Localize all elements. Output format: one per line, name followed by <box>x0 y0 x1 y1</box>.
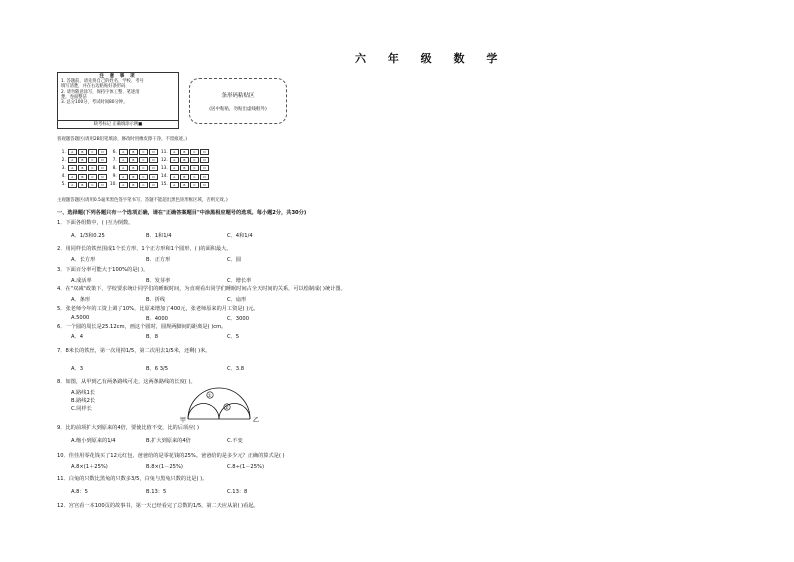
answer-cell <box>108 157 159 163</box>
notes-footer: 缺考标记 正确填涂示例■ <box>58 120 178 128</box>
answer-bubble[interactable]: C <box>139 174 148 180</box>
question-option: B.路线2长 <box>71 398 96 404</box>
answer-cell <box>57 165 108 171</box>
answer-bubble[interactable]: D <box>200 149 209 155</box>
question-stem: 9．比的前项扩大到原来的4倍，要使比值不变，比的后项应( ) <box>57 425 199 431</box>
section-title: 一、选择题(下列各题只有一个选项正确，请在"正确答案题目"中涂黑相应题号的选项。每小题2分，共30分) <box>57 210 307 216</box>
answer-bubble[interactable]: A <box>68 165 77 171</box>
question-stem: 2．用同样长的铁丝围成1个长方形、1个正方形和1个圆形，( )的面积最大。 <box>57 246 232 252</box>
route-2-label: ② <box>224 406 229 411</box>
answer-cell <box>159 174 210 180</box>
question-stem: 7．8米长的铁丝，第一次用掉1/5，第二次用去1/5米，还剩( )米。 <box>57 348 211 354</box>
answer-bubble[interactable]: D <box>200 182 209 188</box>
answer-bubble[interactable]: B <box>180 157 189 163</box>
answer-bubble[interactable]: B <box>78 174 87 180</box>
question-stem: 6．一个圆的周长是25.12cm，画这个圆时，圆规两脚间的距离是( )cm。 <box>57 324 227 330</box>
route-1-arc <box>188 388 250 419</box>
question-option: B.扩大到原来的4倍 <box>146 438 191 444</box>
question-option: B．6 3/5 <box>146 366 169 372</box>
answer-bubble[interactable]: B <box>129 182 138 188</box>
question-stem: 4．在"双减"政策下，学校要求统计同学们的睡眠时间，为直观看出同学们睡眠时间占全天时间的关系，可以绘制成( )统计图。 <box>57 286 346 292</box>
answer-bubble[interactable]: C <box>88 149 97 155</box>
answer-bubble[interactable]: A <box>68 157 77 163</box>
answer-bubble[interactable]: D <box>98 157 107 163</box>
barcode-hint: (居中粘贴，勿贴出虚线框外) <box>209 107 267 112</box>
answer-bubble[interactable]: B <box>180 174 189 180</box>
question-stem: 11．白兔的只数比黑兔的只数多3/5，白兔与黑兔只数的比是( )。 <box>57 476 208 482</box>
answer-bubble[interactable]: D <box>149 165 158 171</box>
answer-bubble[interactable]: B <box>78 157 87 163</box>
answer-number: 5. <box>61 182 66 188</box>
answer-bubble[interactable]: D <box>98 165 107 171</box>
answer-cell <box>159 165 210 171</box>
question-option: C．扇形 <box>227 297 247 303</box>
answer-cell <box>159 157 210 163</box>
answer-cell <box>108 149 159 155</box>
answer-bubble[interactable]: A <box>170 174 179 180</box>
question-option: A．条形 <box>71 297 91 303</box>
answer-cell <box>57 149 108 155</box>
question-option: A.成活率 <box>71 278 92 284</box>
answer-bubble[interactable]: A <box>68 149 77 155</box>
question-option: A.8×(1＋25%) <box>71 464 108 470</box>
answer-bubble[interactable]: C <box>190 182 199 188</box>
question-option: A.8：5 <box>71 489 88 495</box>
notes-item: 3. 总分100分，考试时间80分钟。 <box>61 100 128 106</box>
answer-bubble[interactable]: C <box>139 182 148 188</box>
question-option: B．4000 <box>146 316 168 322</box>
answer-bubble[interactable]: D <box>149 182 158 188</box>
answer-bubble[interactable]: D <box>98 174 107 180</box>
answer-number: 12. <box>160 157 168 163</box>
answer-number: 10. <box>109 182 117 188</box>
start-label: 甲 <box>180 417 187 424</box>
barcode-area <box>189 78 287 124</box>
answer-bubble[interactable]: B <box>129 174 138 180</box>
question-stem: 5．张老师今年的工资上调了10%，比原来增加了400元，张老师原来的月工资是( )元。 <box>57 306 259 312</box>
answer-bubble[interactable]: D <box>200 165 209 171</box>
answer-grid <box>57 148 217 189</box>
answer-bubble[interactable]: A <box>119 149 128 155</box>
subjective-note: 主观题答题区(请用0.5毫米黑色签字笔书写，答题不能超出黑色矩形框区域，否则无效。) <box>57 198 228 203</box>
answer-bubble[interactable]: A <box>68 174 77 180</box>
answer-bubble[interactable]: A <box>170 157 179 163</box>
question-stem: 8．如图，从甲到乙有两条路线可走，这两条路线的长度( )。 <box>57 379 196 385</box>
answer-bubble[interactable]: D <box>149 157 158 163</box>
answer-number: 3. <box>61 165 66 171</box>
route-1-label: ① <box>207 394 212 399</box>
answer-cell <box>108 182 159 188</box>
answer-bubble[interactable]: B <box>78 165 87 171</box>
answer-bubble[interactable]: D <box>149 174 158 180</box>
question-option: C．3.8 <box>227 366 245 372</box>
question-option: A.缩小到原来的1/4 <box>71 438 116 444</box>
question-option: B.13：5 <box>146 489 167 495</box>
answer-bubble[interactable]: B <box>129 165 138 171</box>
notes-item: 1. 答题前，请先将自己的姓名、学校、考号 <box>61 79 144 85</box>
answer-number: 14. <box>160 174 168 180</box>
question-option: A.5000 <box>71 315 90 321</box>
question-stem: 12．宫宫看一本100页的故事书，第一天已经看完了总数的1/5，第二天应从第( )看起。 <box>57 503 259 509</box>
answer-bubble[interactable]: A <box>119 157 128 163</box>
answer-bubble[interactable]: C <box>139 157 148 163</box>
answer-number: 2. <box>61 157 66 163</box>
answer-bubble[interactable]: B <box>78 182 87 188</box>
answer-bubble[interactable]: C <box>88 182 97 188</box>
answer-cell <box>108 174 159 180</box>
answer-cell <box>159 182 210 188</box>
question-option: B．正方形 <box>146 257 171 263</box>
answer-bubble[interactable]: C <box>139 165 148 171</box>
question-option: B．折线 <box>146 297 166 303</box>
answer-bubble[interactable]: B <box>129 149 138 155</box>
objective-note: 客观题答题区(请用2B铅笔填涂，修改时用橡皮擦干净，不留痕迹。) <box>57 137 187 142</box>
answer-bubble[interactable]: C <box>190 157 199 163</box>
answer-bubble[interactable]: B <box>129 157 138 163</box>
answer-bubble[interactable]: B <box>180 165 189 171</box>
answer-number: 11. <box>160 149 168 155</box>
answer-bubble[interactable]: C <box>88 157 97 163</box>
answer-bubble[interactable]: C <box>190 165 199 171</box>
answer-grid-row <box>57 148 217 156</box>
notes-item: 楚，卷面整洁 <box>61 94 87 100</box>
route-diagram <box>178 385 268 427</box>
answer-bubble[interactable]: A <box>119 182 128 188</box>
route-2-arcs <box>188 404 250 420</box>
answer-number: 13. <box>160 165 168 171</box>
notes-item: 2. 请勿随意涂写，保持字体工整、笔迹清 <box>61 89 140 95</box>
notes-item: 填写清楚，并在右边粘贴好条形码 <box>61 84 126 90</box>
answer-bubble[interactable]: C <box>190 174 199 180</box>
question-option: A.路线1长 <box>71 390 95 396</box>
answer-bubble[interactable]: A <box>170 149 179 155</box>
end-label: 乙 <box>253 417 260 424</box>
answer-grid-row <box>57 181 217 189</box>
answer-grid-row <box>57 164 217 172</box>
question-stem: 1．下面各组数中，( )互为倒数。 <box>57 220 134 226</box>
question-option: C．5 <box>227 334 240 340</box>
answer-bubble[interactable]: A <box>170 165 179 171</box>
answer-bubble[interactable]: D <box>200 157 209 163</box>
answer-grid-row <box>57 173 217 181</box>
question-option: A．长方形 <box>71 257 96 263</box>
answer-number: 4. <box>61 174 66 180</box>
question-option: C.13：8 <box>227 489 248 495</box>
answer-bubble[interactable]: C <box>190 149 199 155</box>
question-option: C.不变 <box>227 438 243 444</box>
question-option: B．8 <box>146 334 159 340</box>
question-stem: 3．下面百分率可能大于100%的是( )。 <box>57 267 149 273</box>
answer-bubble[interactable]: A <box>119 174 128 180</box>
answer-cell <box>108 165 159 171</box>
question-option: A．4 <box>71 334 84 340</box>
answer-bubble[interactable]: A <box>170 182 179 188</box>
answer-number: 8. <box>112 165 117 171</box>
question-option: C.8÷(1－25%) <box>227 464 264 470</box>
answer-bubble[interactable]: A <box>119 165 128 171</box>
question-option: C．圆 <box>227 257 241 263</box>
answer-bubble[interactable]: A <box>68 182 77 188</box>
question-option: B.8×(1－25%) <box>146 464 183 470</box>
notes-body <box>58 79 178 105</box>
answer-bubble[interactable]: D <box>98 182 107 188</box>
answer-cell <box>159 149 210 155</box>
answer-bubble[interactable]: C <box>139 149 148 155</box>
question-option: B．发芽率 <box>146 278 171 284</box>
barcode-label: 条形码粘贴区 <box>221 93 255 99</box>
question-stem: 10．佳佳用零花钱买了12元红包，爸爸给的是零花钱的25%。爸爸给的是多少元？正确的算式是( ) <box>57 453 285 459</box>
question-option: C．4和1/4 <box>227 233 253 239</box>
answer-number: 15. <box>160 182 168 188</box>
answer-number: 7. <box>112 157 117 163</box>
notes-box <box>57 72 179 129</box>
page-title: 六 年 级 数 学 <box>355 52 507 65</box>
answer-bubble[interactable]: B <box>180 182 189 188</box>
question-option: C.同样长 <box>71 406 92 412</box>
notes-heading: 注 意 事 项 <box>99 74 137 79</box>
answer-cell <box>57 174 108 180</box>
answer-cell <box>57 157 108 163</box>
question-option: A．3 <box>71 366 84 372</box>
question-option: A．1/3和0.25 <box>71 233 105 239</box>
answer-cell <box>57 182 108 188</box>
answer-number: 6. <box>112 149 117 155</box>
question-option: C．3000 <box>227 316 250 322</box>
answer-bubble[interactable]: D <box>200 174 209 180</box>
question-option: B．1和1/4 <box>146 233 172 239</box>
answer-bubble[interactable]: C <box>88 174 97 180</box>
answer-bubble[interactable]: D <box>149 149 158 155</box>
answer-bubble[interactable]: C <box>88 165 97 171</box>
answer-number: 1. <box>61 149 66 155</box>
answer-bubble[interactable]: D <box>98 149 107 155</box>
answer-bubble[interactable]: B <box>180 149 189 155</box>
answer-bubble[interactable]: B <box>78 149 87 155</box>
answer-number: 9. <box>112 174 117 180</box>
question-option: C．增长率 <box>227 278 252 284</box>
answer-grid-row <box>57 156 217 164</box>
